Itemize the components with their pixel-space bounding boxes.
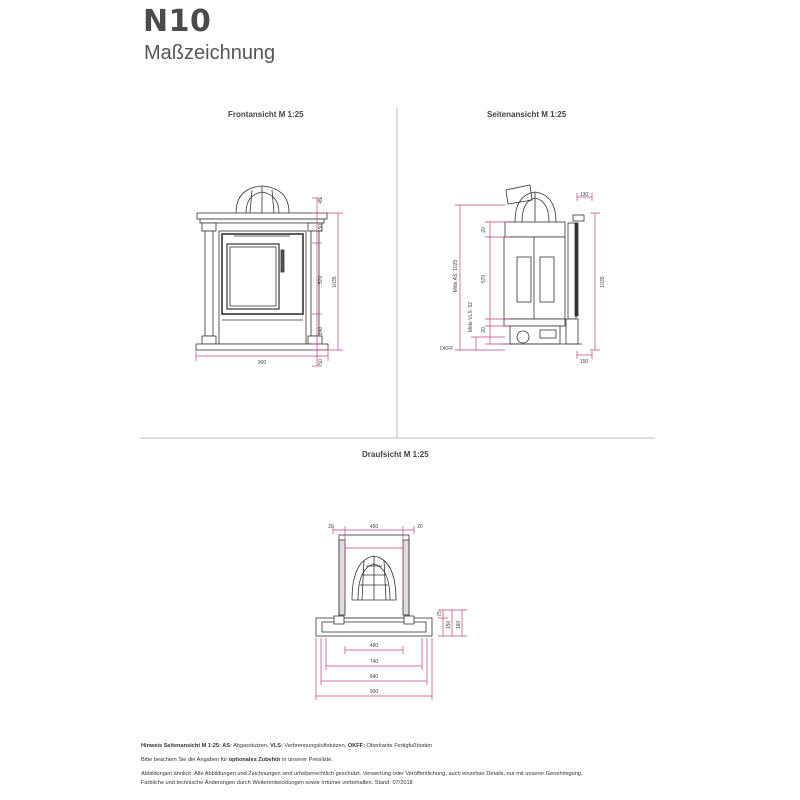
side-dim-570: 570 (481, 274, 487, 284)
front-dim-570: 570 (318, 275, 324, 285)
side-dim-okff: OKFF (440, 346, 454, 352)
front-view-label: Frontansicht M 1:25 (228, 110, 304, 119)
note-legal-2: Farbliche und technische Änderungen durch Weiterentwicklungen sowie Irrtümer vorbehalten. Stand: 07/2018 (141, 780, 413, 786)
side-view-label: Seitenansicht M 1:25 (487, 110, 567, 119)
side-dim-mitte-vls: Mitte VLS: 92 (468, 301, 474, 333)
front-dim-240: 240 (318, 326, 324, 336)
front-dim-45: 45 (318, 198, 324, 204)
note-legal-1: Abbildungen ähnlich. Alle Abbildungen und Zeichnungen sind urheberrechtlich geschützt. Verwertung oder Veröffentlichung, auch einzelner Details, nur mit unserer Genehmigung. (141, 771, 583, 777)
front-view-drawing (196, 186, 328, 350)
note-zubehoer: Bitte beachten Sie die Angaben für optionales Zubehör in unserer Preisliste. (141, 757, 333, 763)
front-dim-900: 900 (257, 360, 267, 366)
top-dim-900: 900 (369, 689, 379, 695)
top-dim-20-right: 20 (417, 524, 423, 530)
front-dim-50: 50 (318, 359, 324, 365)
note-hinweis: Hinweis Seitenansicht M 1:25: AS: Abgasstutzen, VLS: Verbrennungsluftstutzen, OKFF: Oberkante Fertigfußboden (141, 743, 433, 749)
top-dim-480: 480 (369, 643, 379, 649)
side-view-drawing (500, 185, 584, 344)
side-dim-20-top: 20 (481, 227, 487, 233)
top-dim-740: 740 (369, 659, 379, 665)
front-dim-150: 150 (318, 223, 324, 233)
side-dim-150: 150 (579, 359, 589, 365)
top-view-label: Draufsicht M 1:25 (362, 450, 429, 459)
top-dim-160: 160 (456, 620, 462, 630)
side-dim-1035: 1035 (600, 276, 606, 288)
top-dim-150: 150 (446, 620, 452, 630)
top-dim-450: 450 (369, 524, 379, 530)
front-dim-1035: 1035 (332, 276, 338, 288)
side-dim-130: 130 (579, 192, 589, 198)
side-dim-mitte-as: Mitte AS: 1025 (453, 259, 459, 293)
page-title: N10 (143, 4, 212, 39)
top-dim-20-left: 20 (328, 524, 334, 530)
top-view-drawing (316, 535, 432, 636)
page-subtitle: Maßzeichnung (144, 42, 276, 64)
top-dim-75: 75 (437, 611, 443, 617)
top-dim-840: 840 (369, 674, 379, 680)
side-dim-20-bottom: 20 (481, 327, 487, 333)
